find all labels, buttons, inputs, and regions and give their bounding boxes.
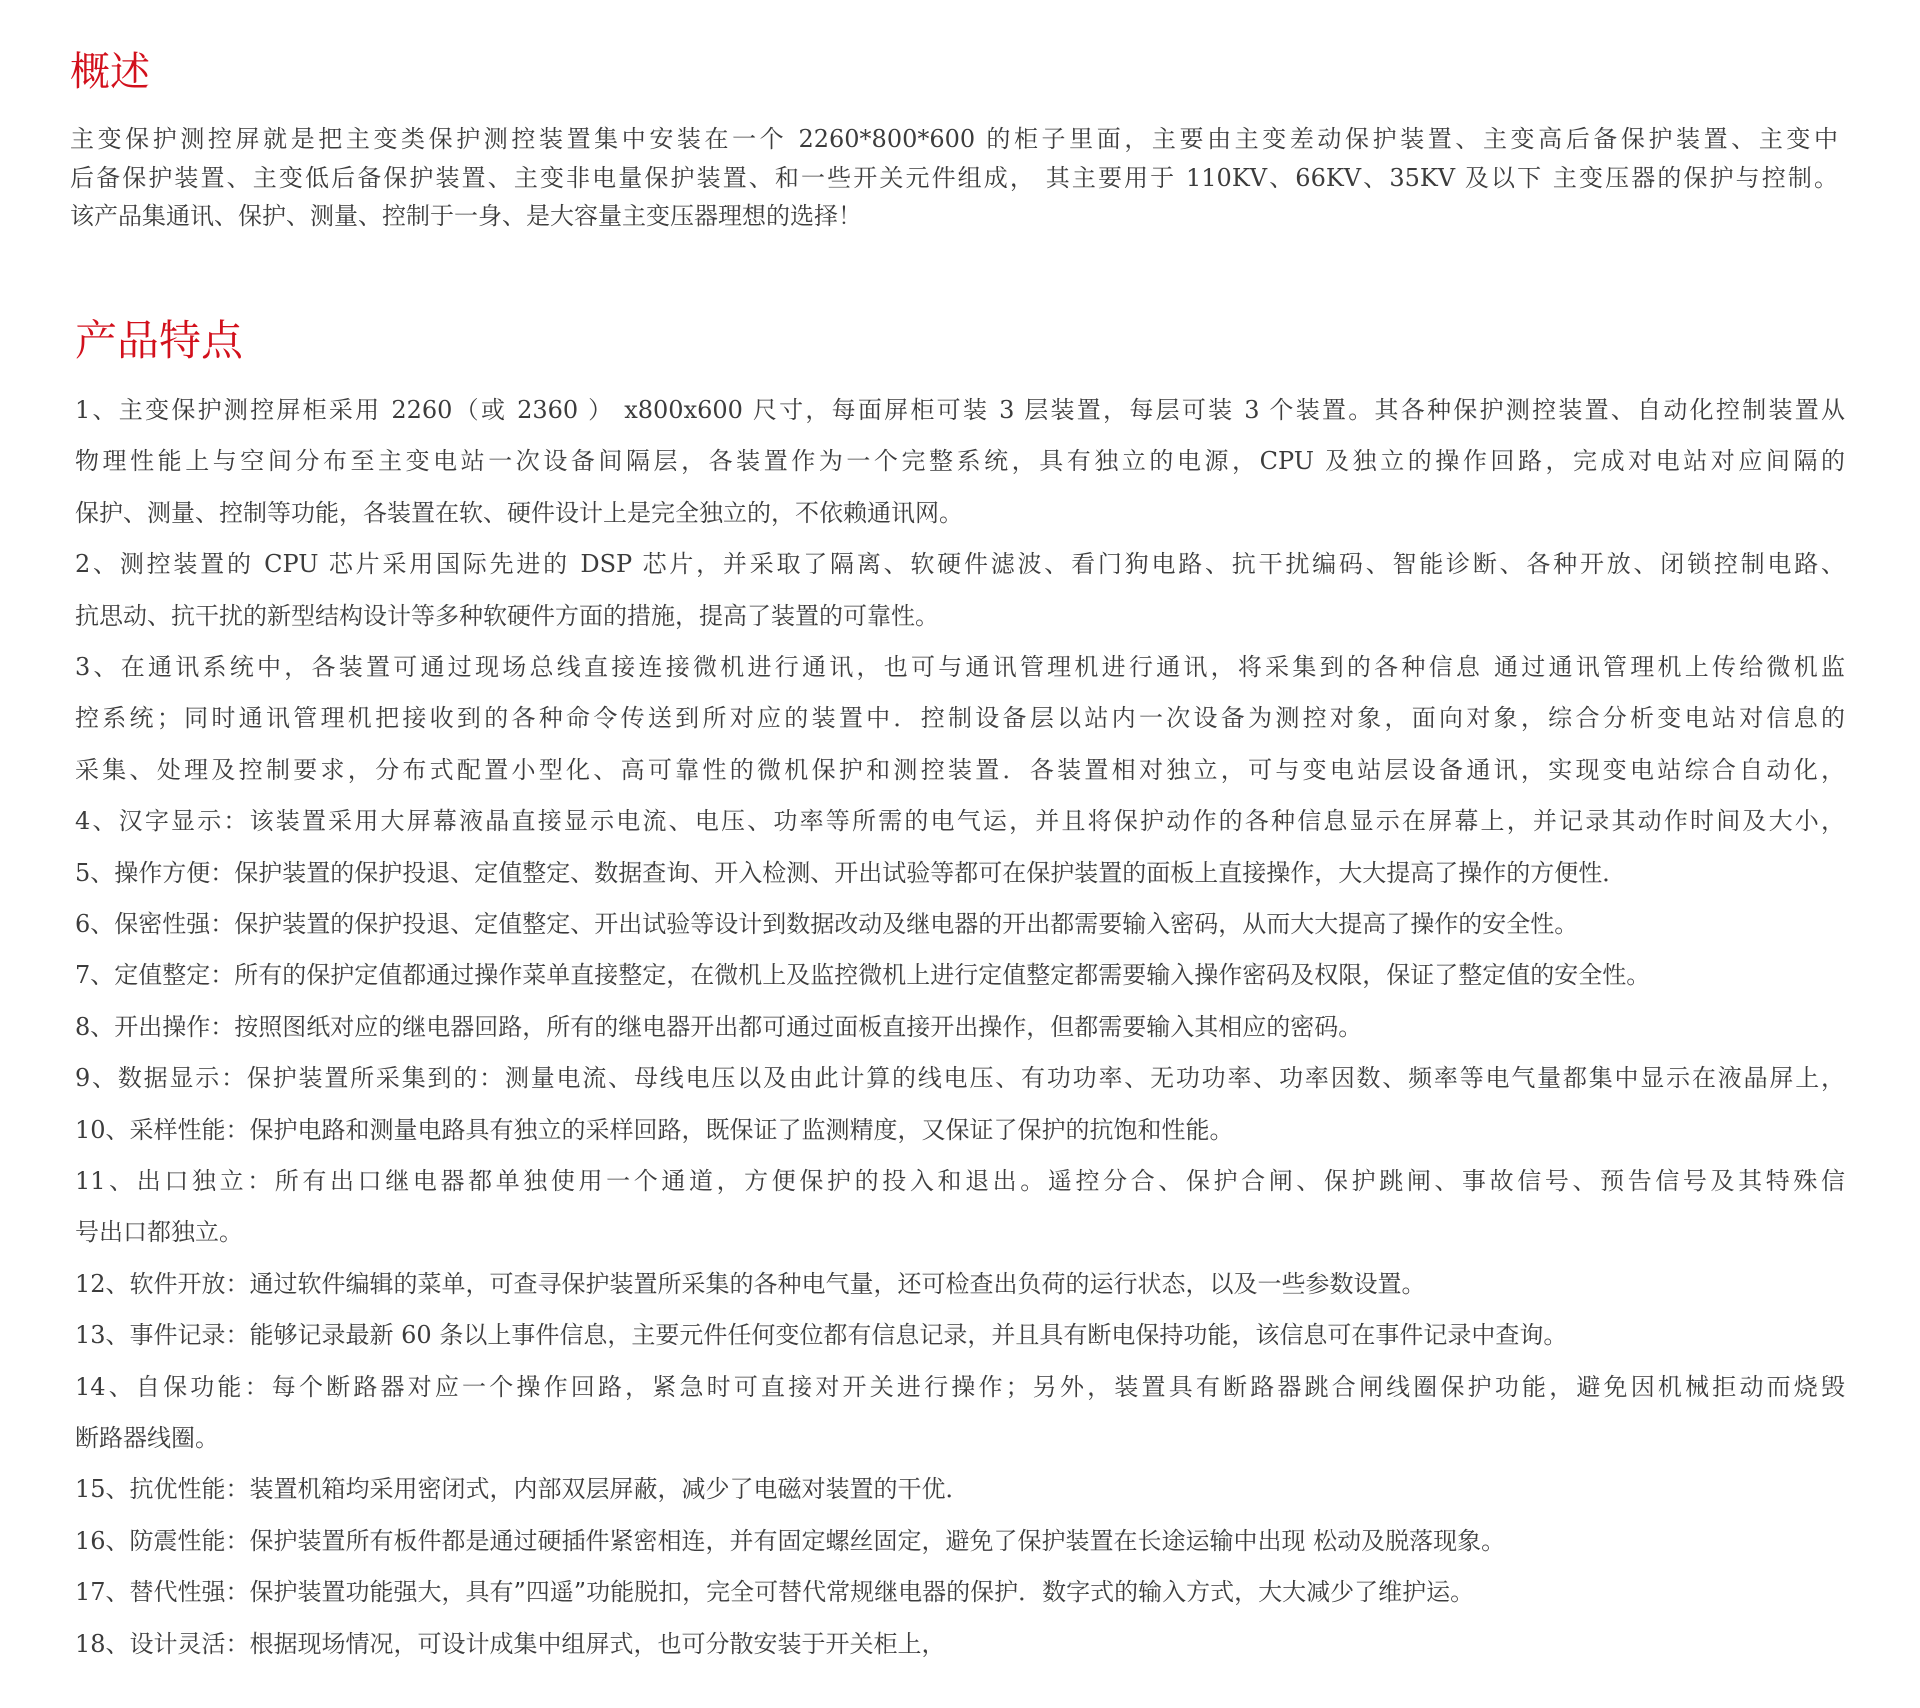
feature-item-13-line: 13、事件记录：能够记录最新 60 条以上事件信息，主要元件任何变位都有信息记录，并且具有断电保持功能，该信息可在事件记录中查询。 [75,1321,1568,1350]
overview-line: 主变保护测控屏就是把主变类保护测控装置集中安装在一个 2260*800*600 的柜子里面，主要由主变差动保护装置、主变高后备保护装置、主变中 [70,125,1838,153]
feature-item-18-line: 18、设计灵活：根据现场情况，可设计成集中组屏式，也可分散安装于开关柜上， [75,1629,946,1658]
feature-item-11-line: 号出口都独立。 [75,1218,243,1247]
overview-line: 后备保护装置、主变低后备保护装置、主变非电量保护装置、和一些开关元件组成， 其主要用于 110KV、66KV、35KV 及以下 主变压器的保护与控制。 [70,163,1838,192]
feature-item-3-line: 3、在通讯系统中，各装置可通过现场总线直接连接微机进行通讯，也可与通讯管理机进行通讯，将采集到的各种信息 通过通讯管理机上传给微机监 [75,653,1845,681]
feature-item-2-line: 2、测控装置的 CPU 芯片采用国际先进的 DSP 芯片，并采取了隔离、软硬件滤波、看门狗电路、抗干扰编码、智能诊断、各种开放、闭锁控制电路、 [75,550,1845,579]
feature-item-7-line: 7、定值整定：所有的保护定值都通过操作菜单直接整定，在微机上及监控微机上进行定值整定都需要输入操作密码及权限，保证了整定值的安全性。 [75,961,1651,990]
feature-item-1-line: 保护、测量、控制等功能，各装置在软、硬件设计上是完全独立的，不依赖通讯网。 [75,498,963,527]
feature-item-8-line: 8、开出操作：按照图纸对应的继电器回路，所有的继电器开出都可通过面板直接开出操作，但都需要输入其相应的密码。 [75,1012,1363,1041]
feature-item-5-line: 5、操作方便：保护装置的保护投退、定值整定、数据查询、开入检测、开出试验等都可在保护装置的面板上直接操作，大大提高了操作的方便性． [75,858,1627,887]
feature-item-14-line: 断路器线圈。 [75,1424,219,1452]
feature-item-15-line: 15、抗优性能：装置机箱均采用密闭式，内部双层屏蔽，减少了电磁对装置的干优． [75,1475,970,1504]
feature-item-17-line: 17、替代性强：保护装置功能强大，具有”四遥”功能脱扣，完全可替代常规继电器的保护．数字式的输入方式，大大减少了维护运。 [75,1578,1475,1607]
feature-item-6-line: 6、保密性强：保护装置的保护投退、定值整定、开出试验等设计到数据改动及继电器的开出都需要输入密码，从而大大提高了操作的安全性。 [75,910,1579,938]
feature-item-3-line: 控系统；同时通讯管理机把接收到的各种命令传送到所对应的装置中．控制设备层以站内一次设备为测控对象，面向对象，综合分析变电站对信息的 [75,704,1845,733]
feature-item-16-line: 16、防震性能：保护装置所有板件都是通过硬插件紧密相连，并有固定螺丝固定，避免了保护装置在长途运输中出现 松动及脱落现象。 [75,1526,1506,1555]
feature-item-1-line: 物理性能上与空间分布至主变电站一次设备间隔层，各装置作为一个完整系统，具有独立的电源，CPU 及独立的操作回路，完成对电站对应间隔的 [75,447,1845,476]
feature-item-10-line: 10、采样性能：保护电路和测量电路具有独立的采样回路，既保证了监测精度，又保证了保护的抗饱和性能。 [75,1115,1234,1144]
feature-item-2-line: 抗思动、抗干扰的新型结构设计等多种软硬件方面的措施，提高了装置的可靠性。 [75,601,939,630]
feature-item-1-line: 1、主变保护测控屏柜采用 2260（或 2360 ） x800x600 尺寸，每面屏柜可装 3 层装置，每层可装 3 个装置。其各种保护测控装置、自动化控制装置从 [75,396,1845,424]
feature-item-12-line: 12、软件开放：通过软件编辑的菜单，可查寻保护装置所采集的各种电气量，还可检查出负荷的运行状态，以及一些参数设置。 [75,1269,1426,1298]
section-title-overview: 概述 [70,49,150,95]
section-title-features: 产品特点 [75,316,244,365]
feature-item-14-line: 14、自保功能：每个断路器对应一个操作回路，紧急时可直接对开关进行操作；另外，装置具有断路器跳合闸线圈保护功能，避免因机械拒动而烧毁 [75,1372,1845,1401]
feature-item-4-line: 4、汉字显示：该装置采用大屏幕液晶直接显示电流、电压、功率等所需的电气运，并且将保护动作的各种信息显示在屏幕上，并记录其动作时间及大小， [75,807,1845,836]
feature-item-11-line: 11、出口独立：所有出口继电器都单独使用一个通道，方便保护的投入和退出。遥控分合、保护合闸、保护跳闸、事故信号、预告信号及其特殊信 [75,1167,1845,1195]
feature-item-9-line: 9、数据显示：保护装置所采集到的：测量电流、母线电压以及由此计算的线电压、有功功率、无功功率、功率因数、频率等电气量都集中显示在液晶屏上， [75,1064,1845,1093]
feature-item-3-line: 采集、处理及控制要求，分布式配置小型化、高可靠性的微机保护和测控装置．各装置相对独立，可与变电站层设备通讯，实现变电站综合自动化， [75,755,1845,784]
overview-line: 该产品集通讯、保护、测量、控制于一身、是大容量主变压器理想的选择！ [70,202,862,230]
